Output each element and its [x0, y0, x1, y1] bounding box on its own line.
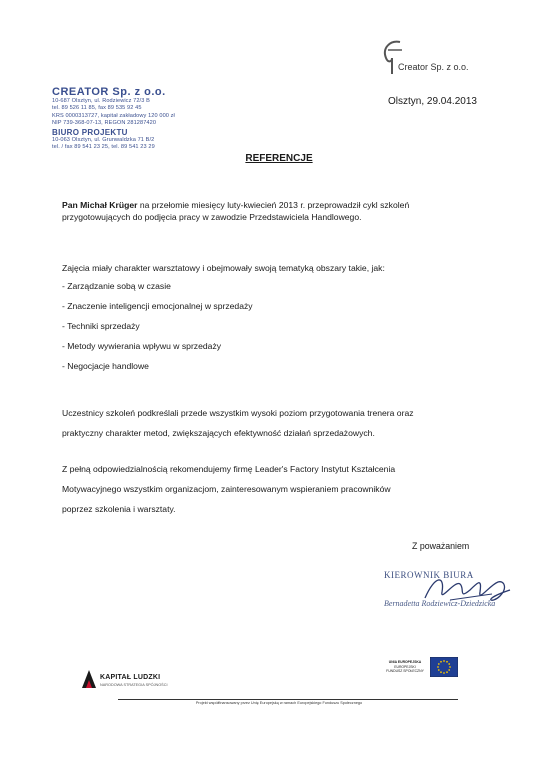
eu-sub: FUNDUSZ SPOŁECZNY: [386, 669, 424, 674]
footer-note: Projekt współfinansowany przez Unię Europejską w ramach Europejskiego Funduszu Społecznego: [195, 701, 363, 705]
footer-divider: [118, 699, 458, 700]
topics-list: [62, 280, 253, 380]
kapital-ludzki-subtitle: NARODOWA STRATEGIA SPÓJNOŚCI: [100, 683, 168, 687]
paragraph-text: Uczestnicy szkoleń podkreślali przede wszystkim wysoki poziom przygotowania trenera oraz: [62, 408, 414, 418]
topics-intro: Zajęcia miały charakter warsztatowy i obejmowały swoją tematyką obszary takie, jak:: [62, 263, 385, 273]
paragraph-text: Z pełną odpowiedzialnością rekomendujemy firmę Leader's Factory Instytut Kształcenia: [62, 464, 396, 474]
eu-sub: EUROPEJSKI: [394, 664, 416, 669]
stamp-company: CREATOR Sp. z o.o.: [52, 86, 166, 98]
signer-name: Bernadetta Rodziewicz-Dziedzicka: [384, 599, 496, 608]
paragraph-1: [62, 199, 512, 223]
heading-text: REFERENCJE: [245, 153, 313, 164]
signer-title: KIEROWNIK BIURA: [384, 570, 474, 580]
paragraph-3: [62, 403, 522, 443]
closing-regards: Z poważaniem: [412, 541, 470, 551]
eu-main: UNIA EUROPEJSKA: [388, 660, 422, 664]
list-item: - Negocjacje handlowe: [62, 361, 149, 371]
list-item: - Zarządzanie sobą w czasie: [62, 281, 171, 291]
company-logo: [378, 38, 528, 78]
stamp-line: tel. 89 526 11 85, fax 89 535 92 45: [52, 105, 142, 112]
eu-text: [382, 660, 428, 674]
paragraph-4: [62, 459, 522, 519]
paragraph-text: przygotowujących do podjęcia pracy w zawodzie Przedstawiciela Handlowego.: [62, 212, 362, 222]
letter-date: Olsztyn, 29.04.2013: [388, 96, 477, 107]
eu-flag-icon: [430, 657, 458, 677]
paragraph-text: poprzez szkolenia i warsztaty.: [62, 504, 176, 514]
stamp-subtitle: BIURO PROJEKTU: [52, 127, 128, 137]
company-stamp: [52, 86, 222, 151]
paragraph-text: na przełomie miesięcy luty-kwiecień 2013 r. przeprowadził cykl szkoleń: [137, 200, 410, 210]
kapital-ludzki-title: KAPITAŁ LUDZKI: [100, 674, 161, 681]
list-item: - Techniki sprzedaży: [62, 321, 140, 331]
letter-heading: [0, 153, 558, 164]
kapital-ludzki-icon: [80, 668, 98, 690]
person-name: Pan Michał Krüger: [62, 200, 138, 210]
creator-logo-icon: [378, 38, 408, 78]
list-item: - Metody wywierania wpływu w sprzedaży: [62, 341, 222, 351]
paragraph-text: praktyczny charakter metod, zwiększających efektywność działań sprzedażowych.: [62, 428, 375, 438]
list-item: - Znaczenie inteligencji emocjonalnej w sprzedaży: [62, 301, 253, 311]
paragraph-text: Motywacyjnego wszystkim organizacjom, zainteresowanym wspieraniem pracowników: [62, 484, 391, 494]
stamp-line: NIP 739-368-07-13, REGON 281287420: [52, 120, 157, 127]
stamp-line: tel. / fax 89 541 23 25, tel. 89 541 23 29: [52, 144, 155, 151]
stamp-line: KRS 0000313727, kapitał zakładowy 120 000 zł: [52, 112, 175, 119]
stamp-line: 10-687 Olsztyn, ul. Rodziewicz 72/3 B: [52, 98, 150, 104]
stamp-line: 10-063 Olsztyn, ul. Grunwaldzka 71 B/2: [52, 136, 155, 143]
logo-text: Creator Sp. z o.o.: [398, 62, 469, 72]
